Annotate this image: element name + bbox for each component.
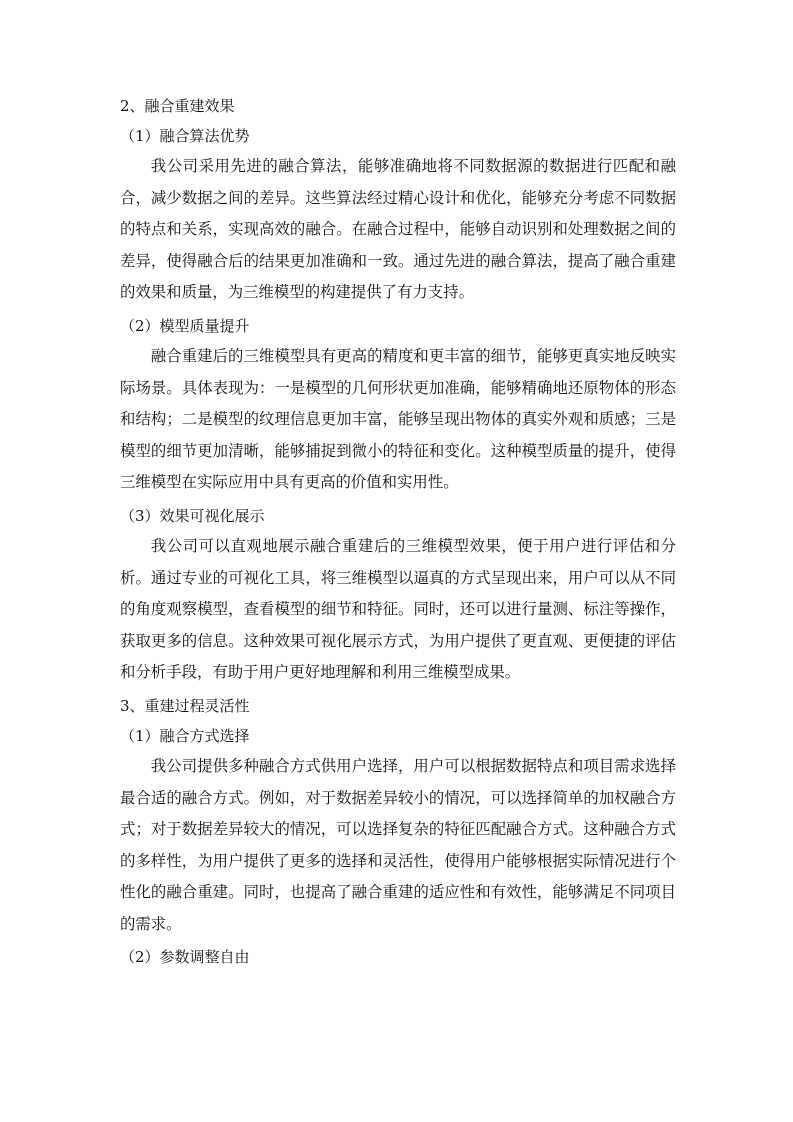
subsection-heading: （1）融合算法优势	[120, 127, 250, 145]
paragraph: 我公司可以直观地展示融合重建后的三维模型效果，便于用户进行评估和分析。通过专业的可视化工具，将三维模型以逼真的方式呈现出来，用户可以从不同的角度观察模型，查看模型的细节和特征。同时，还可以进行量测、标注等操作，获取更多的信息。这种效果可视化展示方式，为用户提供了更直观、更便捷的评估和分析手段，有助于用户更好地理解和利用三维模型成果。	[120, 536, 676, 682]
subsection-heading: （2）参数调整自由	[120, 948, 250, 967]
document-body	[120, 91, 676, 972]
section-heading: 2、融合重建效果	[120, 97, 235, 115]
paragraph: 我公司采用先进的融合算法，能够准确地将不同数据源的数据进行匹配和融合，减少数据之间的差异。这些算法经过精心设计和优化，能够充分考虑不同数据的特点和关系，实现高效的融合。在融合过程中，能够自动识别和处理数据之间的差异，使得融合后的结果更加准确和一致。通过先进的融合算法，提高了融合重建的效果和质量，为三维模型的构建提供了有力支持。	[120, 157, 676, 302]
subsection-heading: （1）融合方式选择	[120, 726, 250, 745]
subsection-heading: （3）效果可视化展示	[120, 506, 265, 525]
paragraph: 我公司提供多种融合方式供用户选择，用户可以根据数据特点和项目需求选择最合适的融合方式。例如，对于数据差异较小的情况，可以选择简单的加权融合方式；对于数据差异较大的情况，可以选择复杂的特征匹配融合方式。这种融合方式的多样性，为用户提供了更多的选择和灵活性，使得用户能够根据实际情况进行个性化的融合重建。同时，也提高了融合重建的适应性和有效性，能够满足不同项目的需求。	[120, 756, 676, 933]
paragraph: 融合重建后的三维模型具有更高的精度和更丰富的细节，能够更真实地反映实际场景。具体表现为：一是模型的几何形状更加准确，能够精确地还原物体的形态和结构；二是模型的纹理信息更加丰富，能够呈现出物体的真实外观和质感；三是模型的细节更加清晰，能够捕捉到微小的特征和变化。这种模型质量的提升，使得三维模型在实际应用中具有更高的价值和实用性。	[120, 346, 676, 492]
section-heading: 3、重建过程灵活性	[120, 696, 250, 715]
subsection-heading: （2）模型质量提升	[120, 316, 250, 335]
